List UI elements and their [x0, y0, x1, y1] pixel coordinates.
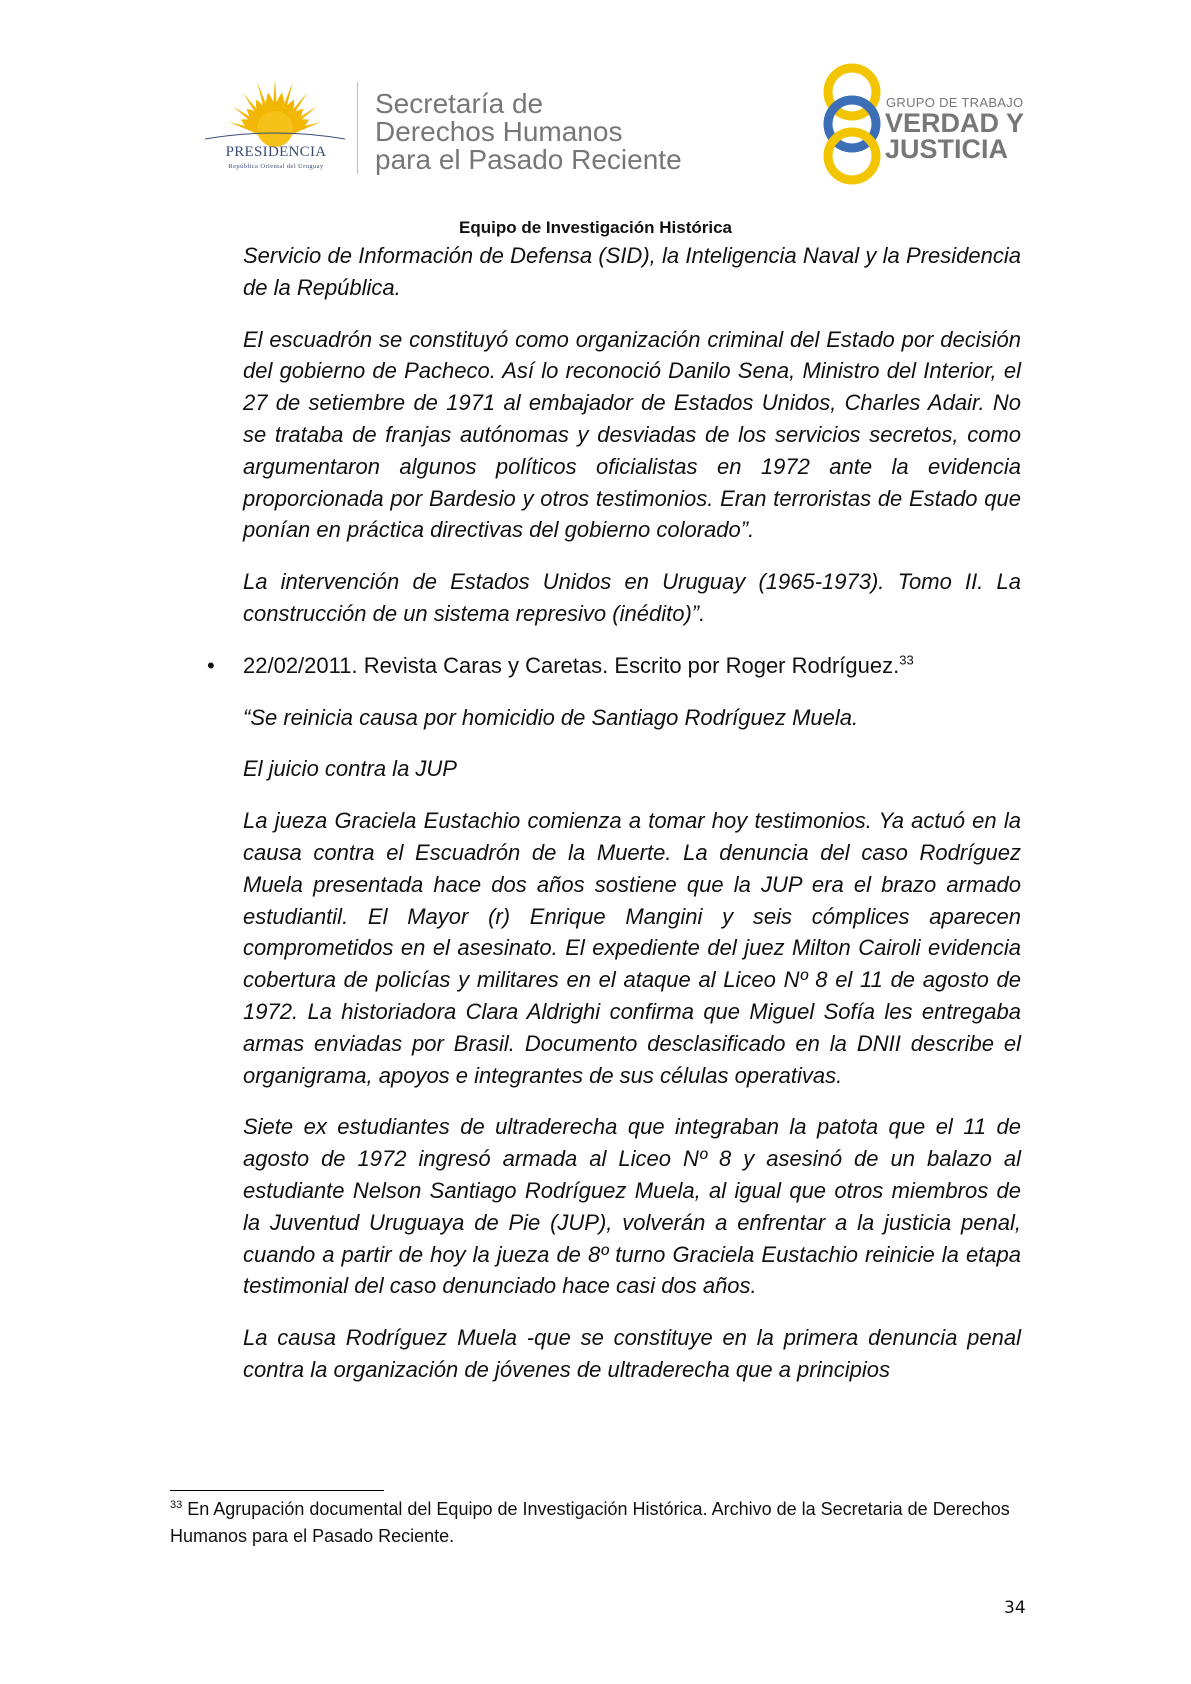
- paragraph: “Se reinicia causa por homicidio de Santiago Rodríguez Muela.: [243, 704, 859, 730]
- secretaria-line-1: Secretaría de: [375, 88, 544, 119]
- paragraph: La jueza Graciela Eustachio comienza a tomar hoy testimonios. Ya actuó en la causa contra el Escuadrón de la Muerte. La denuncia del caso Rodríguez Muela presentada hace dos años sostiene que la JUP era el brazo armado estudiantil. El Mayor (r) Enrique Mangini y seis cómplices aparecen comprometidos en el asesinato. El expediente del juez Milton Cairoli evidencia cobertura de policías y militares en el ataque al Liceo Nº 8 el 11 de agosto de 1972. La historiadora Clara Aldrighi confirma que Miguel Sofía les entregaba armas enviadas por Brasil. Documento desclasificado en la DNII describe el organigrama, apoyos e integrantes de sus células operativas.: [243, 808, 1021, 1088]
- secretaria-line-3: para el Pasado Reciente: [375, 144, 682, 175]
- footnote-ref: 33: [899, 652, 914, 668]
- paragraph: El escuadrón se constituyó como organización criminal del Estado por decisión del gobierno de Pacheco. Así lo reconoció Danilo Sena, Ministro del Interior, el 27 de setiembre de 1971 al embajador de Estados Unidos, Charles Adair. No se trataba de franjas autónomas y desviadas de los servicios secretos, como argumentaron algunos políticos oficialistas en 1972 ante la evidencia proporcionada por Bardesio y otros testimonios. Eran terroristas de Estado que ponían en práctica directivas del gobierno colorado”.: [243, 326, 1021, 543]
- verdad-justicia-rings-logo: [810, 62, 895, 187]
- paragraph: La causa Rodríguez Muela -que se constituye en la primera denuncia penal contra la organización de jóvenes de ultraderecha que a principios: [243, 1325, 1021, 1382]
- footnote-number: 33: [170, 1499, 183, 1511]
- paragraph: La intervención de Estados Unidos en Uruguay (1965-1973). Tomo II. La construcción de un sistema represivo (inédito)”.: [243, 569, 1021, 626]
- bullet-symbol: •: [207, 652, 215, 678]
- paragraph: Servicio de Información de Defensa (SID), la Inteligencia Naval y la Presidencia de la República.: [243, 243, 1021, 300]
- secretaria-line-2: Derechos Humanos: [375, 116, 623, 147]
- footnote-text: En Agrupación documental del Equipo de Investigación Histórica. Archivo de la Secretaria de Derechos Humanos para el Pasado Reciente.: [170, 1499, 1010, 1546]
- grupo-trabajo-label: GRUPO DE TRABAJO: [886, 95, 1024, 110]
- secretaria-title: [375, 90, 682, 174]
- justicia-label: JUSTICIA: [885, 134, 1009, 164]
- presidencia-label: PRESIDENCIA: [225, 144, 327, 160]
- verdad-label: VERDAD Y: [885, 108, 1025, 138]
- footnote: [170, 1496, 1025, 1550]
- header-divider: [357, 82, 358, 174]
- paragraph: El juicio contra la JUP: [243, 756, 457, 782]
- document-body: [207, 240, 1021, 1406]
- bullet-text: 22/02/2011. Revista Caras y Caretas. Escrito por Roger Rodríguez.: [243, 652, 900, 678]
- page-number: 34: [1004, 1598, 1026, 1618]
- bullet-item: [207, 650, 1021, 682]
- republica-label: República Oriental del Uruguay: [228, 163, 324, 170]
- footnote-separator: [170, 1490, 384, 1491]
- paragraph: Siete ex estudiantes de ultraderecha que integraban la patota que el 11 de agosto de 1972 ingresó armada al Liceo Nº 8 y asesinó de un balazo al estudiante Nelson Santiago Rodríguez Muela, al igual que otros miembros de la Juventud Uruguaya de Pie (JUP), volverán a enfrentar a la justicia penal, cuando a partir de hoy la jueza de 8º turno Graciela Eustachio reinicie la etapa testimonial del caso denunciado hace casi dos años.: [243, 1114, 1021, 1299]
- team-header: Equipo de Investigación Histórica: [459, 218, 732, 237]
